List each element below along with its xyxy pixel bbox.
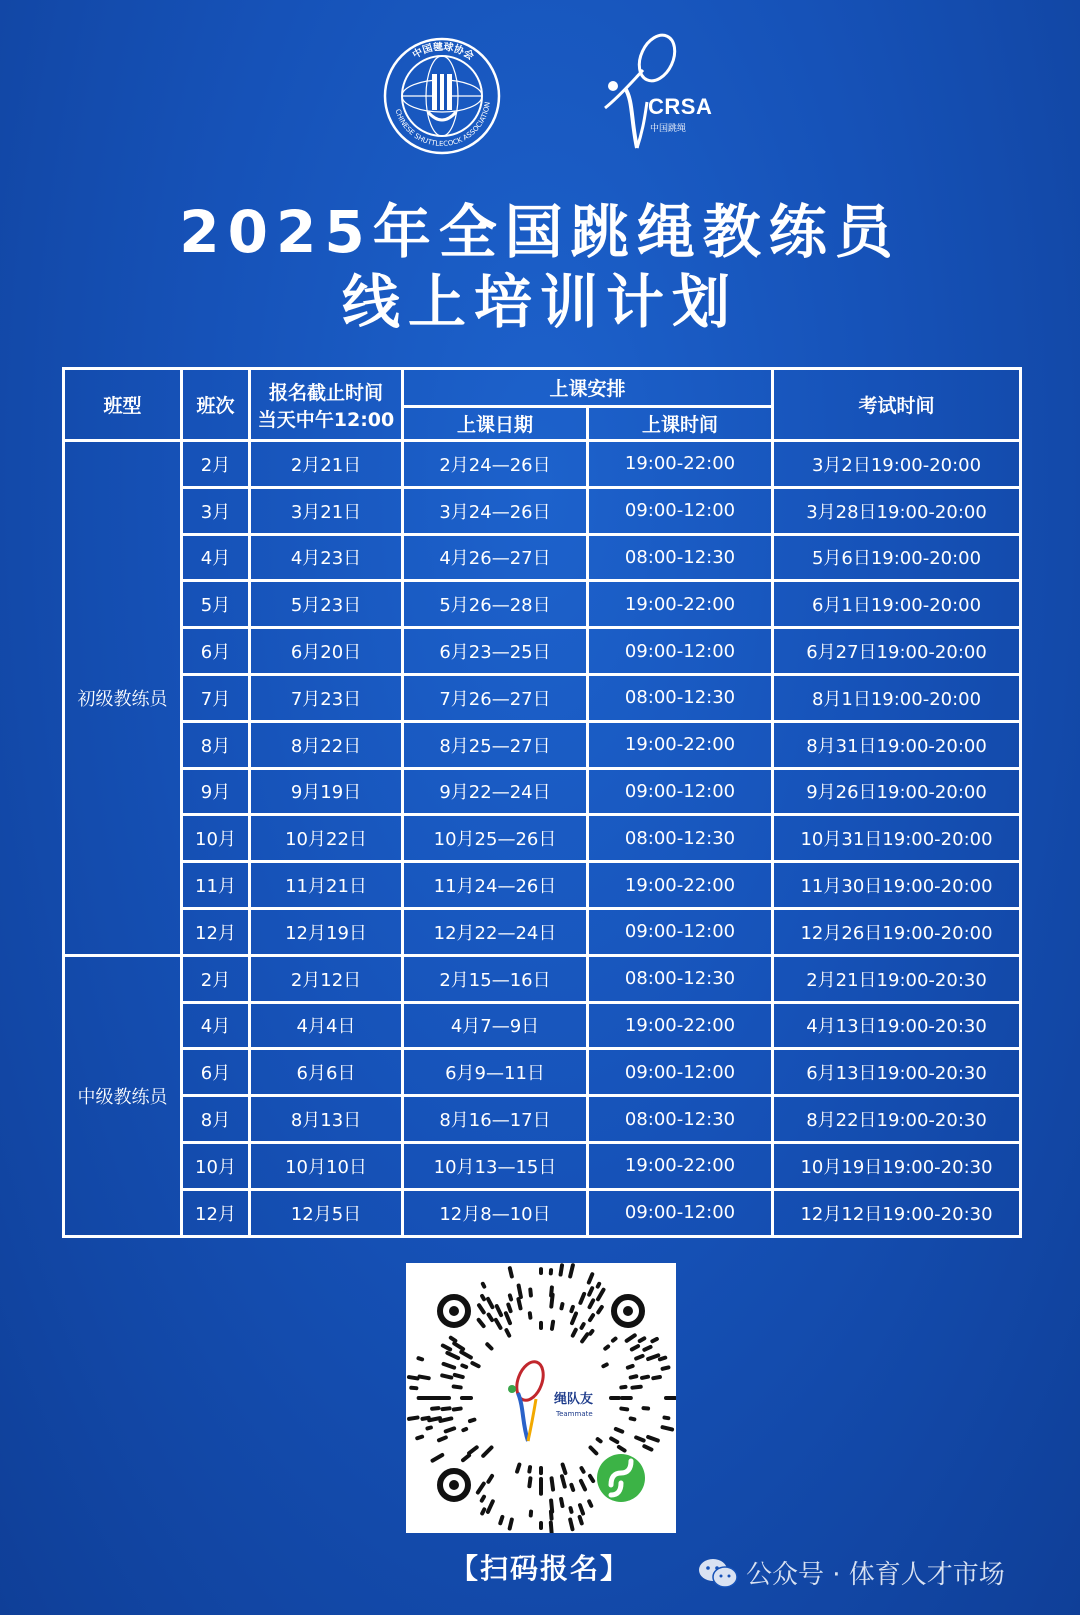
scan-to-register-label: 【扫码报名】 <box>449 1552 630 1585</box>
table-row <box>64 721 1021 768</box>
deadline-cell: 11月21日 <box>250 862 403 909</box>
batch-cell: 4月 <box>182 534 250 581</box>
exam-time-cell: 11月30日19:00-20:00 <box>773 862 1021 909</box>
class-time-cell: 19:00-22:00 <box>588 862 773 909</box>
qr-center-label: 绳队友 <box>554 1392 594 1407</box>
batch-cell: 6月 <box>182 1049 250 1096</box>
class-date-cell: 3月24—26日 <box>403 487 588 534</box>
table-row <box>64 908 1021 955</box>
header-type: 班型 <box>64 369 182 441</box>
batch-cell: 4月 <box>182 1002 250 1049</box>
batch-cell: 12月 <box>182 908 250 955</box>
exam-time-cell: 3月28日19:00-20:00 <box>773 487 1021 534</box>
class-date-cell: 12月8—10日 <box>403 1189 588 1236</box>
deadline-cell: 8月22日 <box>250 721 403 768</box>
assoc-name-text: 中国毽球协会 <box>410 41 476 63</box>
batch-cell: 9月 <box>182 768 250 815</box>
footer <box>698 1554 1005 1591</box>
table-row <box>64 628 1021 675</box>
deadline-cell: 8月13日 <box>250 1096 403 1143</box>
class-time-cell: 08:00-12:30 <box>588 674 773 721</box>
deadline-cell: 2月12日 <box>250 955 403 1002</box>
deadline-cell: 2月21日 <box>250 441 403 488</box>
class-time-cell: 09:00-12:00 <box>588 1189 773 1236</box>
batch-cell: 6月 <box>182 628 250 675</box>
deadline-cell: 12月5日 <box>250 1189 403 1236</box>
class-time-cell: 19:00-22:00 <box>588 721 773 768</box>
logo-bar <box>0 30 1080 160</box>
table-row <box>64 1002 1021 1049</box>
batch-cell: 10月 <box>182 815 250 862</box>
batch-cell: 2月 <box>182 955 250 1002</box>
header-class-time: 上课时间 <box>588 407 773 441</box>
table-row <box>64 581 1021 628</box>
deadline-cell: 6月6日 <box>250 1049 403 1096</box>
crsa-name: CRSA <box>648 94 713 119</box>
header-schedule: 上课安排 <box>403 369 773 407</box>
table-row <box>64 487 1021 534</box>
exam-time-cell: 10月19日19:00-20:30 <box>773 1142 1021 1189</box>
batch-cell: 12月 <box>182 1189 250 1236</box>
header-batch: 班次 <box>182 369 250 441</box>
table-row <box>64 768 1021 815</box>
class-time-cell: 08:00-12:30 <box>588 1096 773 1143</box>
class-time-cell: 08:00-12:30 <box>588 534 773 581</box>
deadline-cell: 6月20日 <box>250 628 403 675</box>
class-type-cell: 初级教练员 <box>64 441 182 956</box>
page-title-line1: 2025年全国跳绳教练员 <box>179 198 901 266</box>
class-date-cell: 6月9—11日 <box>403 1049 588 1096</box>
exam-time-cell: 8月31日19:00-20:00 <box>773 721 1021 768</box>
deadline-cell: 10月10日 <box>250 1142 403 1189</box>
class-date-cell: 8月25—27日 <box>403 721 588 768</box>
exam-time-cell: 6月1日19:00-20:00 <box>773 581 1021 628</box>
footer-text: 公众号 · 体育人才市场 <box>746 1560 1005 1590</box>
table-row <box>64 1096 1021 1143</box>
class-time-cell: 19:00-22:00 <box>588 1002 773 1049</box>
class-date-cell: 5月26—28日 <box>403 581 588 628</box>
class-time-cell: 09:00-12:00 <box>588 908 773 955</box>
class-time-cell: 19:00-22:00 <box>588 1142 773 1189</box>
header-class-date: 上课日期 <box>403 407 588 441</box>
table-row <box>64 862 1021 909</box>
table-row <box>64 955 1021 1002</box>
wechat-icon <box>698 1557 738 1589</box>
class-date-cell: 2月15—16日 <box>403 955 588 1002</box>
batch-cell: 5月 <box>182 581 250 628</box>
deadline-cell: 9月19日 <box>250 768 403 815</box>
table-row <box>64 815 1021 862</box>
class-time-cell: 09:00-12:00 <box>588 1049 773 1096</box>
class-time-cell: 08:00-12:30 <box>588 815 773 862</box>
header-deadline-note: 当天中午12:00 <box>257 408 395 431</box>
intermediate-group <box>64 955 1021 1236</box>
table-row <box>64 1049 1021 1096</box>
deadline-cell: 10月22日 <box>250 815 403 862</box>
class-date-cell: 8月16—17日 <box>403 1096 588 1143</box>
deadline-cell: 12月19日 <box>250 908 403 955</box>
exam-time-cell: 2月21日19:00-20:30 <box>773 955 1021 1002</box>
exam-time-cell: 8月1日19:00-20:00 <box>773 674 1021 721</box>
class-time-cell: 09:00-12:00 <box>588 768 773 815</box>
class-time-cell: 19:00-22:00 <box>588 581 773 628</box>
header-deadline <box>250 369 403 441</box>
exam-time-cell: 12月12日19:00-20:30 <box>773 1189 1021 1236</box>
class-time-cell: 19:00-22:00 <box>588 441 773 488</box>
association-logo <box>382 36 502 156</box>
qr-code-image <box>406 1263 676 1533</box>
class-date-cell: 12月22—24日 <box>403 908 588 955</box>
table-row <box>64 441 1021 488</box>
class-date-cell: 4月7—9日 <box>403 1002 588 1049</box>
class-date-cell: 6月23—25日 <box>403 628 588 675</box>
batch-cell: 10月 <box>182 1142 250 1189</box>
class-time-cell: 09:00-12:00 <box>588 487 773 534</box>
table-row <box>64 674 1021 721</box>
exam-time-cell: 10月31日19:00-20:00 <box>773 815 1021 862</box>
batch-cell: 2月 <box>182 441 250 488</box>
exam-time-cell: 4月13日19:00-20:30 <box>773 1002 1021 1049</box>
batch-cell: 8月 <box>182 721 250 768</box>
class-date-cell: 2月24—26日 <box>403 441 588 488</box>
class-date-cell: 9月22—24日 <box>403 768 588 815</box>
class-date-cell: 7月26—27日 <box>403 674 588 721</box>
page-title-line2: 线上培训计划 <box>341 268 738 336</box>
deadline-cell: 4月23日 <box>250 534 403 581</box>
deadline-cell: 7月23日 <box>250 674 403 721</box>
qr-code[interactable] <box>406 1263 676 1533</box>
deadline-cell: 3月21日 <box>250 487 403 534</box>
table-row <box>64 1189 1021 1236</box>
exam-time-cell: 6月13日19:00-20:30 <box>773 1049 1021 1096</box>
exam-time-cell: 8月22日19:00-20:30 <box>773 1096 1021 1143</box>
table-row <box>64 534 1021 581</box>
exam-time-cell: 6月27日19:00-20:00 <box>773 628 1021 675</box>
batch-cell: 11月 <box>182 862 250 909</box>
exam-time-cell: 12月26日19:00-20:00 <box>773 908 1021 955</box>
batch-cell: 7月 <box>182 674 250 721</box>
class-type-cell: 中级教练员 <box>64 955 182 1236</box>
class-date-cell: 4月26—27日 <box>403 534 588 581</box>
crsa-subtitle: 中国跳绳 <box>650 124 687 134</box>
header-deadline-label: 报名截止时间 <box>268 381 383 404</box>
class-date-cell: 11月24—26日 <box>403 862 588 909</box>
batch-cell: 3月 <box>182 487 250 534</box>
batch-cell: 8月 <box>182 1096 250 1143</box>
class-date-cell: 10月13—15日 <box>403 1142 588 1189</box>
assoc-en-text: CHINESE SHUTTLECOCK ASSOCIATION <box>393 101 492 149</box>
table-row <box>64 1142 1021 1189</box>
class-date-cell: 10月25—26日 <box>403 815 588 862</box>
header-exam: 考试时间 <box>773 369 1021 441</box>
deadline-cell: 5月23日 <box>250 581 403 628</box>
class-time-cell: 09:00-12:00 <box>588 628 773 675</box>
class-time-cell: 08:00-12:30 <box>588 955 773 1002</box>
primary-group <box>64 441 1021 956</box>
exam-time-cell: 3月2日19:00-20:00 <box>773 441 1021 488</box>
exam-time-cell: 9月26日19:00-20:00 <box>773 768 1021 815</box>
deadline-cell: 4月4日 <box>250 1002 403 1049</box>
qr-center-sub: Teammate <box>556 1410 593 1418</box>
exam-time-cell: 5月6日19:00-20:00 <box>773 534 1021 581</box>
schedule-table <box>62 367 1022 1238</box>
